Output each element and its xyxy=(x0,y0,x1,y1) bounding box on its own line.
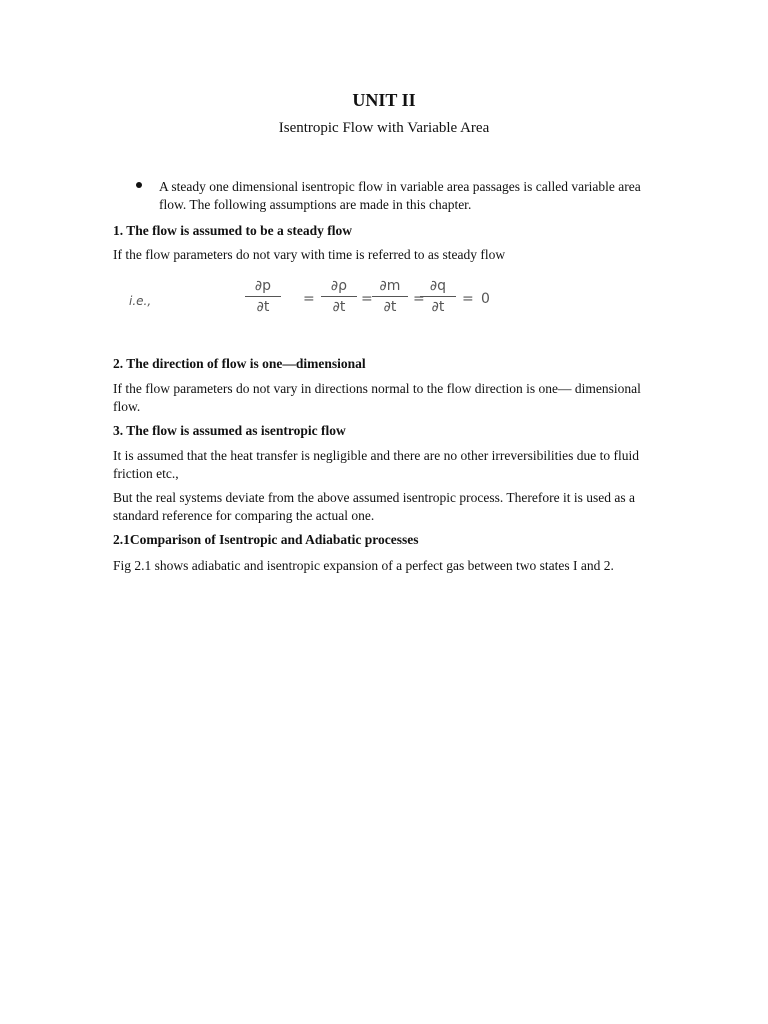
paragraph-fig-2-1: Fig 2.1 shows adiabatic and isentropic expansion of a perfect gas between two states I and 2. xyxy=(113,558,614,573)
fraction-denominator: ∂t xyxy=(431,299,445,315)
section-heading-isentropic-flow: 3. The flow is assumed as isentropic flow xyxy=(113,423,346,438)
paragraph-real-systems: But the real systems deviate from the above assumed isentropic process. Therefore it is used as a standard reference for comparing the actual one. xyxy=(113,490,635,523)
equation-prefix: i.e., xyxy=(129,294,152,308)
paragraph-heat-transfer: It is assumed that the heat transfer is negligible and there are no other irreversibilities due to fluid friction etc., xyxy=(113,448,639,481)
equals-sign: = xyxy=(303,291,315,307)
equals-sign: = xyxy=(413,291,425,307)
paragraph-one-dimensional: If the flow parameters do not vary in directions normal to the flow direction is one— dimensional flow. xyxy=(113,381,641,414)
equation-result: 0 xyxy=(481,291,490,307)
fraction-denominator: ∂t xyxy=(383,299,397,315)
fraction-numerator: ∂ρ xyxy=(321,278,357,297)
bullet-icon xyxy=(136,182,142,188)
section-heading-steady-flow: 1. The flow is assumed to be a steady flow xyxy=(113,223,353,238)
fraction-numerator: ∂q xyxy=(420,278,456,297)
fraction-dm-dt xyxy=(372,278,408,315)
intro-bullet-text: A steady one dimensional isentropic flow in variable area passages is called variable area flow. The following assumptions are made in this chapter. xyxy=(159,179,641,212)
fraction-dq-dt xyxy=(420,278,456,315)
fraction-drho-dt xyxy=(321,278,357,315)
section-heading-one-dimensional: 2. The direction of flow is one—dimensional xyxy=(113,356,366,371)
paragraph-steady-flow: If the flow parameters do not vary with time is referred to as steady flow xyxy=(113,247,506,262)
fraction-numerator: ∂m xyxy=(372,278,408,297)
unit-title: UNIT II xyxy=(352,90,416,110)
steady-flow-equation xyxy=(113,272,658,344)
fraction-dp-dt xyxy=(245,278,281,315)
chapter-subtitle: Isentropic Flow with Variable Area xyxy=(278,120,490,136)
section-heading-comparison: 2.1Comparison of Isentropic and Adiabatic processes xyxy=(113,532,419,547)
fraction-denominator: ∂t xyxy=(256,299,270,315)
fraction-denominator: ∂t xyxy=(332,299,346,315)
fraction-numerator: ∂p xyxy=(245,278,281,297)
equals-sign: = xyxy=(462,291,474,307)
equals-sign: = xyxy=(361,291,373,307)
